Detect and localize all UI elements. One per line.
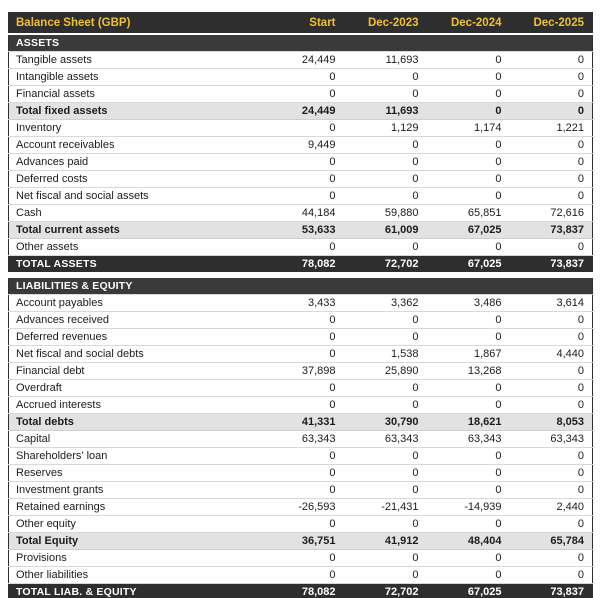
cell-value: 41,331 — [261, 414, 344, 431]
row-label: Total current assets — [9, 222, 261, 239]
cell-value: 0 — [427, 137, 510, 154]
row-label: TOTAL LIAB. & EQUITY — [9, 584, 261, 598]
cell-value: 0 — [510, 86, 593, 103]
cell-value: 9,449 — [261, 137, 344, 154]
row-label: Total debts — [9, 414, 261, 431]
cell-value: 0 — [344, 69, 427, 86]
row-label: Other equity — [9, 516, 261, 533]
row-label: Net fiscal and social debts — [9, 346, 261, 363]
table-row — [9, 205, 593, 222]
table-row — [9, 397, 593, 414]
cell-value: 0 — [344, 86, 427, 103]
cell-value: 0 — [427, 482, 510, 499]
table-row — [9, 154, 593, 171]
cell-value: 61,009 — [344, 222, 427, 239]
table-row — [9, 414, 593, 431]
cell-value: 0 — [510, 69, 593, 86]
row-label: Reserves — [9, 465, 261, 482]
cell-value: 0 — [510, 448, 593, 465]
cell-value: 0 — [261, 346, 344, 363]
cell-value: 0 — [427, 329, 510, 346]
cell-value: 0 — [510, 482, 593, 499]
table-title: Balance Sheet (GBP) — [9, 12, 261, 34]
row-label: Accrued interests — [9, 397, 261, 414]
row-label: Financial assets — [9, 86, 261, 103]
cell-value: 0 — [427, 465, 510, 482]
cell-value: 24,449 — [261, 103, 344, 120]
section-header-label: ASSETS — [9, 34, 593, 52]
table-row — [9, 312, 593, 329]
row-label: Shareholders' loan — [9, 448, 261, 465]
cell-value: 0 — [510, 397, 593, 414]
cell-value: 72,702 — [344, 584, 427, 598]
cell-value: 73,837 — [510, 584, 593, 598]
row-label: Advances paid — [9, 154, 261, 171]
row-label: Advances received — [9, 312, 261, 329]
table-row — [9, 533, 593, 550]
cell-value: 1,129 — [344, 120, 427, 137]
cell-value: 0 — [427, 448, 510, 465]
cell-value: 0 — [427, 516, 510, 533]
cell-value: 0 — [261, 567, 344, 584]
row-label: Cash — [9, 205, 261, 222]
cell-value: 4,440 — [510, 346, 593, 363]
cell-value: 13,268 — [427, 363, 510, 380]
cell-value: 0 — [510, 363, 593, 380]
cell-value: 67,025 — [427, 256, 510, 276]
cell-value: 0 — [510, 103, 593, 120]
cell-value: 0 — [261, 465, 344, 482]
cell-value: 72,616 — [510, 205, 593, 222]
cell-value: 78,082 — [261, 584, 344, 598]
cell-value: 0 — [427, 154, 510, 171]
column-header-start: Start — [261, 12, 344, 34]
cell-value: 0 — [344, 397, 427, 414]
cell-value: 0 — [510, 239, 593, 256]
cell-value: 0 — [427, 188, 510, 205]
cell-value: 3,433 — [261, 295, 344, 312]
cell-value: 11,693 — [344, 52, 427, 69]
cell-value: 2,440 — [510, 499, 593, 516]
cell-value: 0 — [344, 516, 427, 533]
cell-value: 0 — [261, 397, 344, 414]
cell-value: 0 — [427, 69, 510, 86]
cell-value: 0 — [427, 380, 510, 397]
table-row — [9, 329, 593, 346]
table-row — [9, 222, 593, 239]
row-label: Other liabilities — [9, 567, 261, 584]
cell-value: 0 — [510, 567, 593, 584]
table-row — [9, 69, 593, 86]
cell-value: 0 — [510, 329, 593, 346]
table-row — [9, 516, 593, 533]
cell-value: 0 — [261, 448, 344, 465]
section-header-label: LIABILITIES & EQUITY — [9, 275, 593, 295]
row-label: TOTAL ASSETS — [9, 256, 261, 276]
cell-value: 72,702 — [344, 256, 427, 276]
cell-value: 0 — [427, 567, 510, 584]
table-row — [9, 52, 593, 69]
cell-value: 73,837 — [510, 222, 593, 239]
row-label: Deferred revenues — [9, 329, 261, 346]
cell-value: 0 — [261, 239, 344, 256]
cell-value: 0 — [261, 86, 344, 103]
cell-value: 63,343 — [510, 431, 593, 448]
table-row — [9, 103, 593, 120]
cell-value: 0 — [261, 171, 344, 188]
table-row — [9, 239, 593, 256]
table-row — [9, 567, 593, 584]
table-header-row — [9, 12, 593, 34]
row-label: Retained earnings — [9, 499, 261, 516]
table-row — [9, 171, 593, 188]
cell-value: -26,593 — [261, 499, 344, 516]
row-label: Total Equity — [9, 533, 261, 550]
cell-value: 18,621 — [427, 414, 510, 431]
cell-value: 73,837 — [510, 256, 593, 276]
table-row — [9, 86, 593, 103]
cell-value: 0 — [427, 239, 510, 256]
cell-value: 0 — [344, 482, 427, 499]
table-row — [9, 499, 593, 516]
cell-value: 0 — [510, 137, 593, 154]
row-label: Investment grants — [9, 482, 261, 499]
cell-value: 37,898 — [261, 363, 344, 380]
cell-value: 0 — [344, 329, 427, 346]
table-row — [9, 256, 593, 276]
row-label: Overdraft — [9, 380, 261, 397]
cell-value: 0 — [344, 171, 427, 188]
row-label: Tangible assets — [9, 52, 261, 69]
cell-value: 0 — [510, 171, 593, 188]
cell-value: 48,404 — [427, 533, 510, 550]
cell-value: 0 — [510, 154, 593, 171]
cell-value: 0 — [261, 380, 344, 397]
cell-value: 0 — [510, 188, 593, 205]
row-label: Total fixed assets — [9, 103, 261, 120]
cell-value: 65,784 — [510, 533, 593, 550]
table-row — [9, 448, 593, 465]
cell-value: 0 — [261, 329, 344, 346]
row-label: Capital — [9, 431, 261, 448]
row-label: Account receivables — [9, 137, 261, 154]
cell-value: 0 — [344, 567, 427, 584]
table-row — [9, 346, 593, 363]
cell-value: 0 — [510, 52, 593, 69]
cell-value: 3,486 — [427, 295, 510, 312]
section-header-row — [9, 275, 593, 295]
cell-value: 0 — [427, 171, 510, 188]
cell-value: 0 — [510, 380, 593, 397]
cell-value: 0 — [344, 154, 427, 171]
cell-value: 65,851 — [427, 205, 510, 222]
cell-value: 0 — [261, 312, 344, 329]
cell-value: 30,790 — [344, 414, 427, 431]
cell-value: 63,343 — [427, 431, 510, 448]
table-row — [9, 550, 593, 567]
cell-value: 0 — [344, 137, 427, 154]
row-label: Deferred costs — [9, 171, 261, 188]
cell-value: 0 — [261, 550, 344, 567]
column-header-dec-2023: Dec-2023 — [344, 12, 427, 34]
cell-value: 0 — [261, 69, 344, 86]
cell-value: 1,538 — [344, 346, 427, 363]
cell-value: 0 — [344, 312, 427, 329]
cell-value: 41,912 — [344, 533, 427, 550]
table-row — [9, 584, 593, 598]
cell-value: 0 — [261, 482, 344, 499]
cell-value: 8,053 — [510, 414, 593, 431]
cell-value: 0 — [510, 516, 593, 533]
cell-value: 63,343 — [261, 431, 344, 448]
cell-value: 44,184 — [261, 205, 344, 222]
column-header-dec-2024: Dec-2024 — [427, 12, 510, 34]
row-label: Net fiscal and social assets — [9, 188, 261, 205]
cell-value: 3,362 — [344, 295, 427, 312]
cell-value: -21,431 — [344, 499, 427, 516]
table-row — [9, 431, 593, 448]
cell-value: 78,082 — [261, 256, 344, 276]
cell-value: 1,221 — [510, 120, 593, 137]
cell-value: 0 — [344, 465, 427, 482]
cell-value: 0 — [427, 103, 510, 120]
cell-value: 25,890 — [344, 363, 427, 380]
cell-value: 0 — [261, 120, 344, 137]
cell-value: 0 — [344, 448, 427, 465]
table-row — [9, 482, 593, 499]
row-label: Inventory — [9, 120, 261, 137]
row-label: Other assets — [9, 239, 261, 256]
table-row — [9, 380, 593, 397]
section-header-row — [9, 34, 593, 52]
cell-value: -14,939 — [427, 499, 510, 516]
table-row — [9, 188, 593, 205]
cell-value: 0 — [427, 397, 510, 414]
cell-value: 67,025 — [427, 222, 510, 239]
cell-value: 0 — [510, 550, 593, 567]
cell-value: 0 — [261, 188, 344, 205]
table-row — [9, 137, 593, 154]
cell-value: 0 — [427, 550, 510, 567]
balance-sheet-table — [8, 12, 593, 598]
table-row — [9, 120, 593, 137]
cell-value: 0 — [427, 86, 510, 103]
row-label: Intangible assets — [9, 69, 261, 86]
cell-value: 24,449 — [261, 52, 344, 69]
cell-value: 0 — [510, 312, 593, 329]
column-header-dec-2025: Dec-2025 — [510, 12, 593, 34]
cell-value: 0 — [427, 52, 510, 69]
cell-value: 3,614 — [510, 295, 593, 312]
cell-value: 1,867 — [427, 346, 510, 363]
cell-value: 11,693 — [344, 103, 427, 120]
cell-value: 0 — [344, 188, 427, 205]
cell-value: 67,025 — [427, 584, 510, 598]
cell-value: 59,880 — [344, 205, 427, 222]
row-label: Financial debt — [9, 363, 261, 380]
table-row — [9, 363, 593, 380]
cell-value: 0 — [427, 312, 510, 329]
cell-value: 1,174 — [427, 120, 510, 137]
cell-value: 0 — [261, 154, 344, 171]
cell-value: 63,343 — [344, 431, 427, 448]
cell-value: 0 — [344, 239, 427, 256]
cell-value: 0 — [344, 380, 427, 397]
cell-value: 0 — [344, 550, 427, 567]
cell-value: 0 — [510, 465, 593, 482]
cell-value: 53,633 — [261, 222, 344, 239]
table-row — [9, 465, 593, 482]
row-label: Account payables — [9, 295, 261, 312]
cell-value: 0 — [261, 516, 344, 533]
row-label: Provisions — [9, 550, 261, 567]
table-row — [9, 295, 593, 312]
cell-value: 36,751 — [261, 533, 344, 550]
